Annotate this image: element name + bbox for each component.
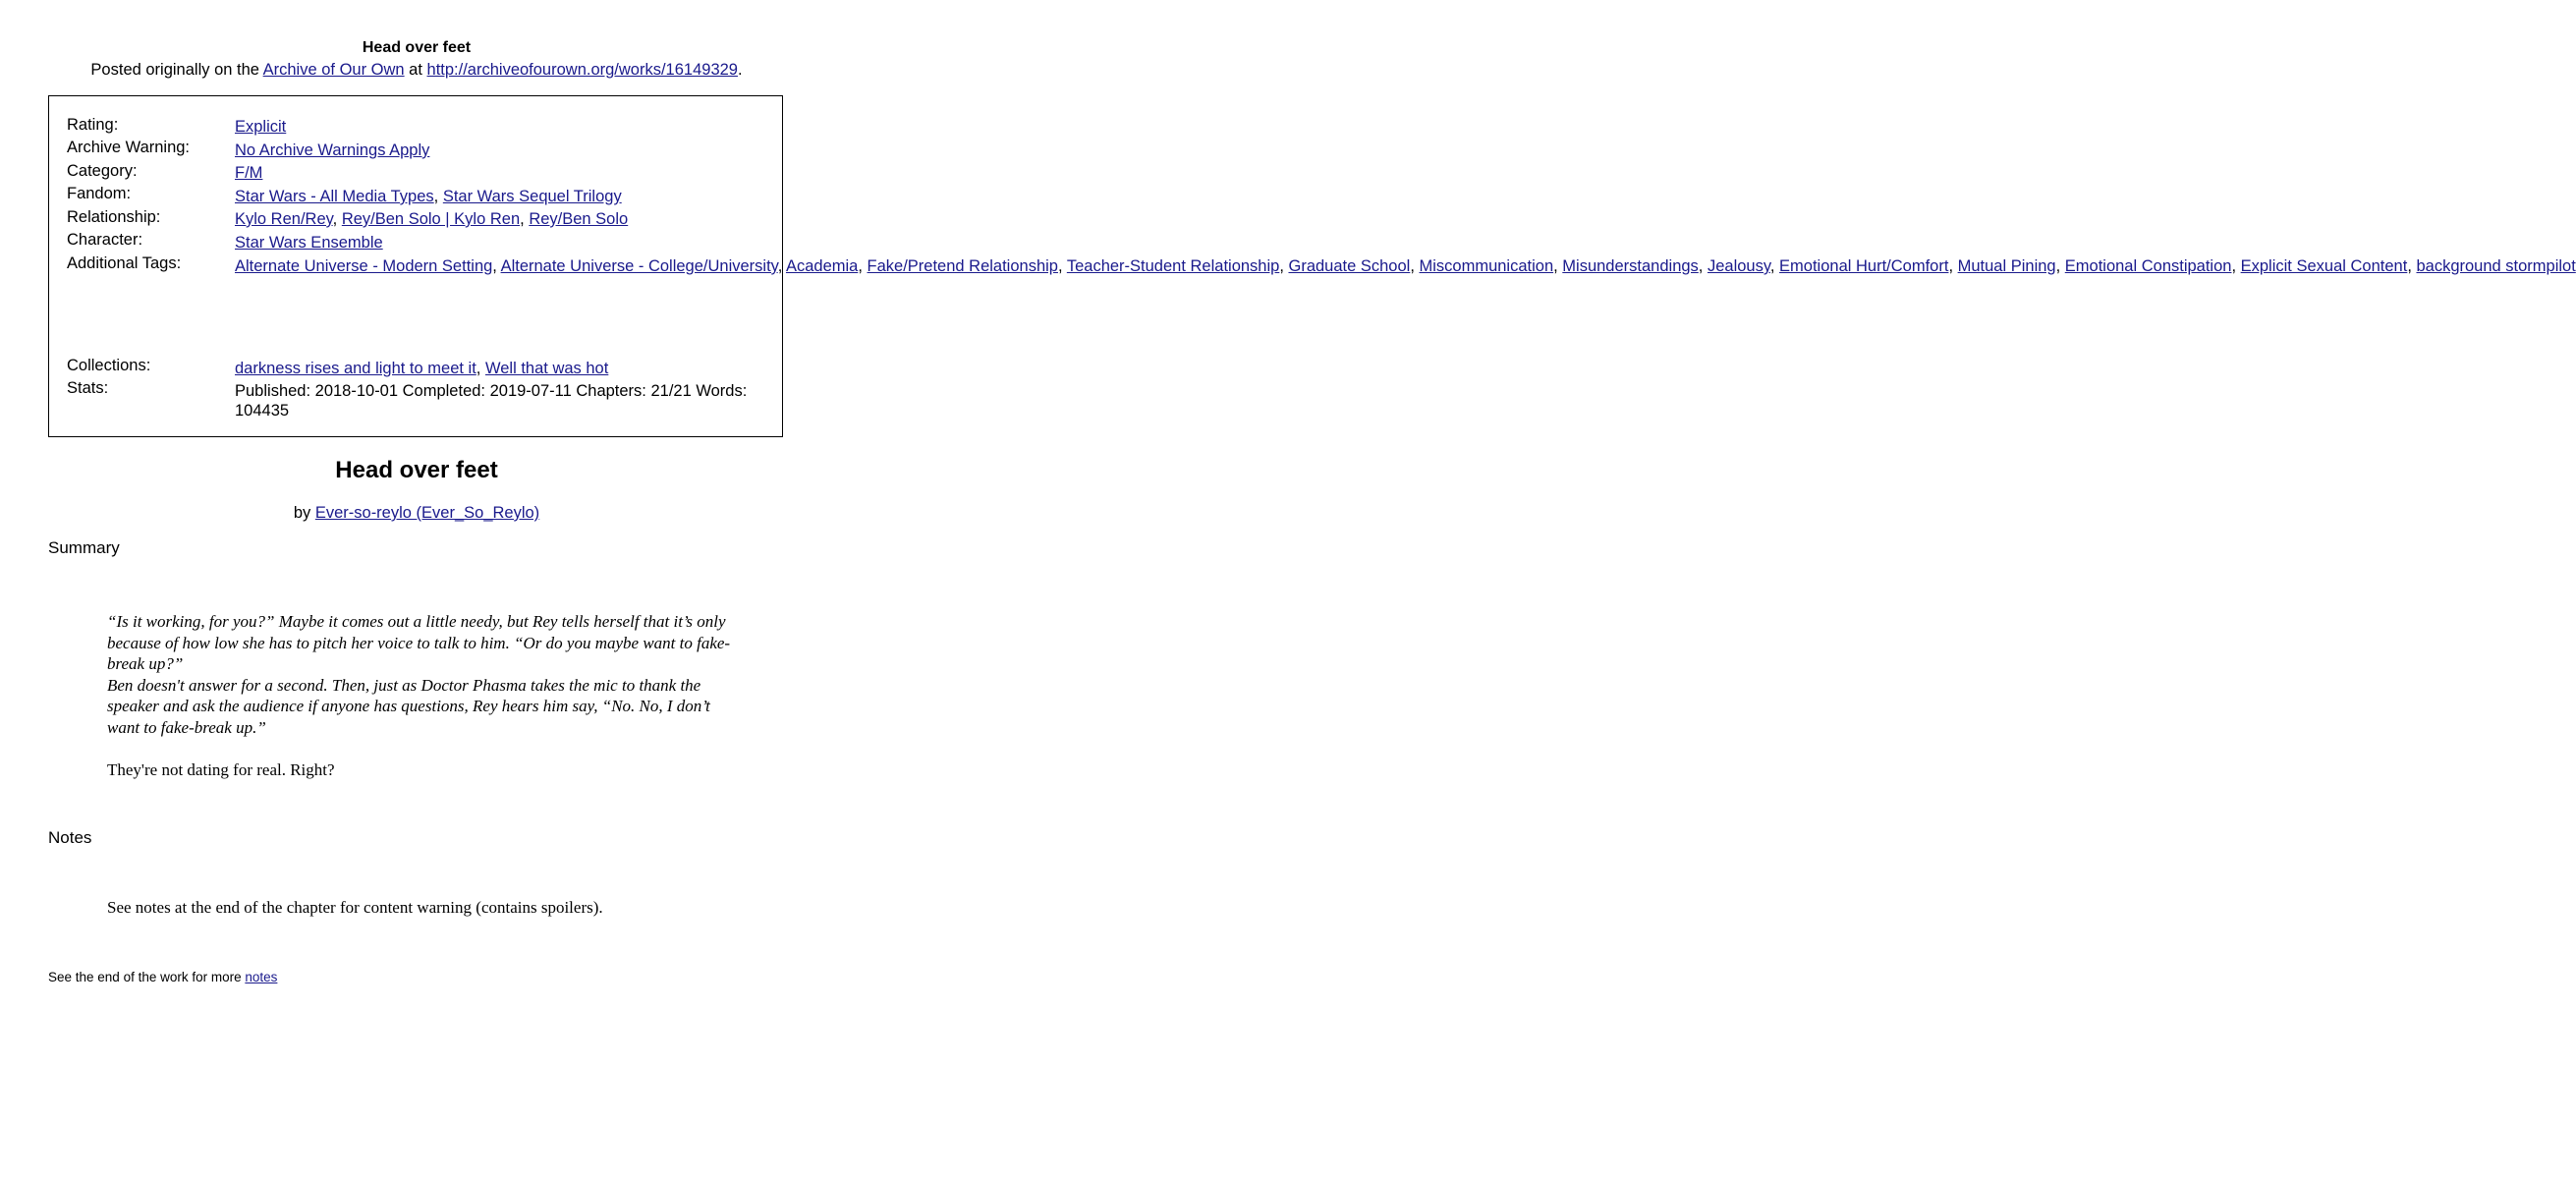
tag-link[interactable]: Misunderstandings	[1562, 257, 1699, 275]
posted-prefix: Posted originally on the	[90, 61, 263, 79]
archive-link[interactable]: Archive of Our Own	[262, 61, 405, 79]
summary-text	[107, 611, 736, 780]
relationship-label: Relationship:	[67, 208, 161, 226]
byline	[0, 502, 833, 524]
end-notes-line	[48, 969, 277, 986]
summary-quote: “Is it working, for you?” Maybe it comes out a little needy, but Rey tells herself that it’s only because of how low she has to pitch her voice to talk to him. “Or do you maybe want to fake-break up?”	[107, 612, 731, 673]
warning-label: Archive Warning:	[67, 139, 191, 156]
tag-link[interactable]: Fake/Pretend Relationship	[867, 257, 1058, 275]
rating-label: Rating:	[67, 116, 119, 134]
collection-link[interactable]: darkness rises and light to meet it	[235, 360, 476, 377]
notes-text: See notes at the end of the chapter for content warning (contains spoilers).	[107, 898, 603, 917]
tag-link[interactable]: Emotional Hurt/Comfort	[1779, 257, 1949, 275]
stats-label: Stats:	[67, 379, 109, 397]
tag-link[interactable]: Mutual Pining	[1957, 257, 2056, 275]
end-notes-prefix: See the end of the work for more	[48, 970, 246, 984]
fandom-link[interactable]: Star Wars Sequel Trilogy	[442, 188, 622, 205]
notes-heading: Notes	[48, 828, 92, 847]
posted-at: at	[404, 61, 427, 79]
author-link[interactable]: Ever-so-reylo (Ever_So_Reylo)	[314, 504, 540, 522]
tag-link[interactable]: Emotional Constipation	[2064, 257, 2232, 275]
character-label: Character:	[67, 231, 143, 249]
tag-link[interactable]: Alternate Universe - Modern Setting	[235, 257, 493, 275]
work-title: Head over feet	[335, 457, 498, 483]
fandom-label: Fandom:	[67, 185, 132, 202]
fandom-link[interactable]: Star Wars - All Media Types	[235, 188, 434, 205]
document-title: Head over feet	[362, 39, 472, 56]
by-text: by	[293, 504, 315, 522]
relationship-link[interactable]: Rey/Ben Solo	[529, 210, 629, 228]
summary-quote: Ben doesn't answer for a second. Then, just as Doctor Phasma takes the mic to thank the speaker and ask the audience if anyone has questions, Rey hears him say, “No. No, I don’t want to fake-break up.”	[107, 675, 710, 737]
tag-link[interactable]: Jealousy	[1707, 257, 1770, 275]
warning-link[interactable]: No Archive Warnings Apply	[235, 141, 430, 159]
work-metadata-box: Rating: Explicit Archive Warning: No Archive Warnings Apply Category: F/M Fandom: Star Wars - All Media Types, Star Wars Sequel Trilogy Relationship: Kylo Ren/Rey, Rey/Ben Solo | Kylo Ren, Rey/Ben Solo Character: Star Wars Ensemble Additional Tags: Alternate Universe - Modern Setting, Alternate Universe - College/University, Academia, Fake/Pretend Relationship, Teacher-Student Relationship, Graduate School, Miscommunication, Misunderstandings, Jealousy, Emotional Hurt/Comfort, Mutual Pining, Emotional Constipation, Explicit Sexual Content, background stormpilot Collections: darkness rises and light to meet it, Well that was hot Stats: Published: 2018-10-01 Completed: 2019-07-11 Chapters: 21/21 Words: 104435	[48, 95, 783, 437]
category-link[interactable]: F/M	[235, 164, 263, 182]
summary-tagline: They're not dating for real. Right?	[107, 759, 335, 779]
category-label: Category:	[67, 162, 138, 180]
tag-link[interactable]: Miscommunication	[1419, 257, 1554, 275]
tag-link[interactable]: Alternate Universe - College/University	[500, 257, 778, 275]
character-link[interactable]: Star Wars Ensemble	[235, 234, 383, 252]
work-url-link[interactable]: http://archiveofourown.org/works/16149329	[426, 61, 738, 79]
collections-label: Collections:	[67, 357, 151, 374]
tag-link[interactable]: Explicit Sexual Content	[2240, 257, 2408, 275]
collection-link[interactable]: Well that was hot	[484, 360, 609, 377]
tag-link[interactable]: Graduate School	[1288, 257, 1411, 275]
stats-value: Published: 2018-10-01 Completed: 2019-07-11 Chapters: 21/21 Words: 104435	[235, 382, 748, 420]
tag-link[interactable]: background stormpilot	[2416, 257, 2576, 275]
tags-label: Additional Tags:	[67, 254, 182, 272]
relationship-link[interactable]: Kylo Ren/Rey	[235, 210, 333, 228]
end-notes-link[interactable]: notes	[245, 970, 278, 984]
posted-suffix: .	[737, 61, 743, 79]
relationship-link[interactable]: Rey/Ben Solo | Kylo Ren	[341, 210, 521, 228]
posted-line	[0, 59, 833, 81]
rating-link[interactable]: Explicit	[235, 118, 287, 136]
summary-heading: Summary	[48, 538, 120, 557]
tag-link[interactable]: Teacher-Student Relationship	[1066, 257, 1280, 275]
tag-link[interactable]: Academia	[785, 257, 859, 275]
